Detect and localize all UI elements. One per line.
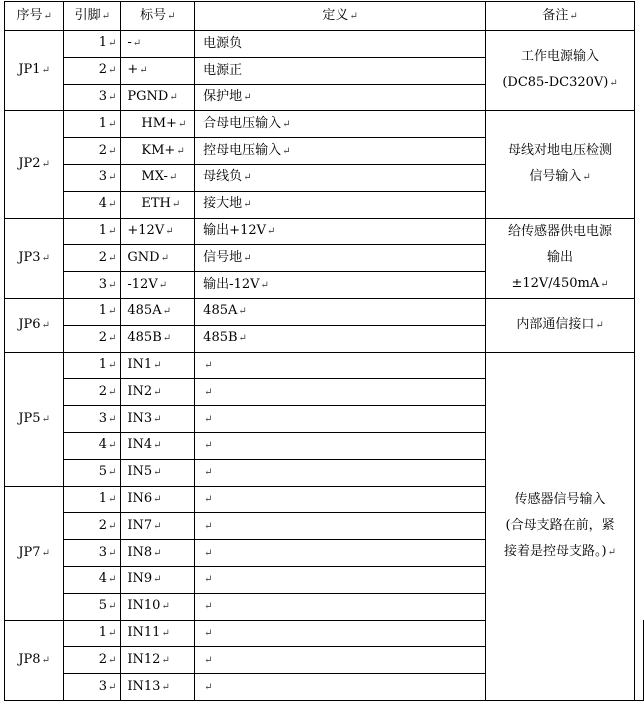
paragraph-mark: ↵: [108, 359, 117, 371]
pin-number-text: 1: [98, 356, 107, 372]
pin-label: [121, 218, 195, 245]
pin-number-text: 2: [98, 62, 107, 78]
pin-number: [64, 486, 121, 513]
paragraph-mark: ↵: [108, 91, 117, 103]
pin-number: [64, 406, 121, 433]
group-name-text: JP2: [18, 155, 41, 171]
pin-number: [64, 57, 121, 84]
group-note-line: 传感器信号输入: [514, 491, 606, 507]
pin-label-text: IN2: [127, 383, 153, 399]
paragraph-mark: ↵: [161, 627, 170, 639]
pin-number: [64, 272, 121, 299]
paragraph-mark: ↵: [204, 467, 213, 479]
pin-number-text: 2: [98, 651, 107, 667]
paragraph-mark: ↵: [161, 654, 170, 666]
pin-number-text: 3: [98, 678, 107, 694]
paragraph-mark: ↵: [243, 252, 252, 264]
paragraph-mark: ↵: [609, 78, 618, 90]
group-name: [5, 620, 64, 700]
pin-number: [64, 513, 121, 540]
pin-number: [64, 298, 121, 325]
pin-definition-text: 母线负: [203, 169, 243, 185]
paragraph-mark: ↵: [108, 279, 117, 291]
pin-label: [121, 486, 195, 513]
pin-number: [64, 31, 121, 58]
paragraph-mark: ↵: [267, 225, 276, 237]
pin-number-text: 2: [98, 249, 107, 265]
group-name-text: JP6: [18, 316, 41, 332]
paragraph-mark: ↵: [139, 65, 148, 77]
pin-label-text: +12V: [127, 222, 165, 238]
paragraph-mark: ↵: [153, 547, 162, 559]
group-name-text: JP7: [18, 544, 41, 560]
paragraph-mark: ↵: [108, 440, 117, 452]
pin-number-text: 3: [98, 410, 107, 426]
paragraph-mark: ↵: [108, 199, 117, 211]
pin-label: [121, 272, 195, 299]
paragraph-mark: ↵: [204, 627, 213, 639]
pin-number: [64, 647, 121, 674]
pin-label-text: 485A: [127, 303, 162, 319]
pin-definition: [195, 352, 486, 379]
pin-definition: [195, 164, 486, 191]
group-note-line: 给传感器供电电源: [508, 223, 613, 239]
pin-definition: [195, 379, 486, 406]
pin-label-text: IN6: [127, 490, 153, 506]
paragraph-mark: ↵: [132, 38, 142, 50]
paragraph-mark: ↵: [204, 547, 213, 559]
group-note-line: ±12V/450mA↵: [511, 275, 609, 291]
pin-number-text: 3: [98, 276, 107, 292]
group-note: [486, 31, 635, 111]
pin-number: [64, 138, 121, 165]
pin-number: [64, 218, 121, 245]
group-name-text: JP1: [18, 62, 41, 78]
pin-number: [64, 674, 121, 701]
paragraph-mark: ↵: [595, 319, 604, 331]
pin-label-text: IN11: [127, 624, 161, 640]
pin-definition: [195, 31, 486, 58]
paragraph-mark: ↵: [168, 172, 178, 184]
paragraph-mark: ↵: [161, 601, 170, 613]
paragraph-mark: ↵: [153, 493, 162, 505]
paragraph-mark: ↵: [282, 118, 291, 130]
paragraph-mark: ↵: [204, 574, 213, 586]
group-note: [486, 298, 635, 352]
paragraph-mark: ↵: [108, 574, 117, 586]
pin-number-text: 2: [98, 330, 107, 346]
paragraph-mark: ↵: [243, 172, 252, 184]
pin-label: [121, 620, 195, 647]
pin-label: [121, 379, 195, 406]
pin-label-text: IN4: [127, 437, 153, 453]
pin-label: [121, 352, 195, 379]
table-row: [5, 298, 644, 325]
pin-label-text: IN7: [127, 517, 153, 533]
paragraph-mark: ↵: [153, 359, 162, 371]
pin-number: [64, 191, 121, 218]
pin-label-text: IN1: [127, 356, 153, 372]
pin-definition: [195, 432, 486, 459]
pin-label-text: IN3: [127, 410, 153, 426]
pin-definition-text: 输出-12V: [203, 276, 260, 292]
paragraph-mark: ↵: [243, 199, 252, 211]
pin-label-text: PGND: [127, 88, 169, 104]
pin-label-text: IN9: [127, 571, 153, 587]
pin-number: [64, 379, 121, 406]
pin-number: [64, 111, 121, 138]
group-name: [5, 486, 64, 620]
header-label: 标号↵: [121, 2, 195, 31]
group-note-line: 输出: [547, 249, 574, 265]
group-note-line: (DC85-DC320V)↵: [502, 75, 618, 91]
paragraph-mark: ↵: [204, 601, 213, 613]
group-name-text: JP3: [18, 249, 41, 265]
paragraph-mark: ↵: [108, 547, 117, 559]
pin-number-text: 2: [98, 517, 107, 533]
header-note: 备注↵: [486, 2, 635, 31]
paragraph-mark: ↵: [108, 306, 117, 318]
pin-definition-text: 输出+12V: [203, 222, 266, 238]
paragraph-mark: ↵: [158, 279, 168, 291]
pin-number-text: 2: [98, 383, 107, 399]
pin-number: [64, 459, 121, 486]
pin-number-text: 1: [98, 490, 107, 506]
group-note-line: 信号输入↵: [529, 168, 591, 184]
pin-definition-text: 控母电压输入: [203, 142, 282, 158]
pin-number-text: 1: [98, 115, 107, 131]
pin-number: [64, 352, 121, 379]
paragraph-mark: ↵: [162, 333, 172, 345]
pin-definition: [195, 298, 486, 325]
paragraph-mark: ↵: [153, 440, 162, 452]
paragraph-mark: ↵: [204, 493, 213, 505]
pin-label: [121, 138, 195, 165]
paragraph-mark: ↵: [260, 279, 269, 291]
paragraph-mark: ↵: [176, 145, 185, 157]
table-row: [5, 31, 644, 58]
paragraph-mark: ↵: [41, 654, 50, 666]
pin-definition: [195, 111, 486, 138]
pin-definition: [195, 218, 486, 245]
table-body: [5, 31, 644, 701]
pin-label-text: KM+: [141, 142, 176, 158]
paragraph-mark: ↵: [108, 493, 117, 505]
paragraph-mark: ↵: [153, 520, 162, 532]
pin-label: [121, 298, 195, 325]
paragraph-mark: ↵: [41, 319, 50, 331]
paragraph-mark: ↵: [160, 252, 169, 264]
pin-number: [64, 593, 121, 620]
paragraph-mark: ↵: [153, 467, 162, 479]
paragraph-mark: ↵: [243, 91, 252, 103]
group-note-line: 接着是控母支路。)↵: [504, 543, 617, 559]
pin-label-text: +: [127, 62, 139, 78]
paragraph-mark: ↵: [169, 91, 178, 103]
pin-definition: [195, 245, 486, 272]
paragraph-mark: ↵: [108, 601, 117, 613]
pin-number-text: 1: [98, 222, 107, 238]
paragraph-mark: ↵: [177, 118, 187, 130]
pin-label: [121, 325, 195, 352]
pin-definition: [195, 674, 486, 701]
pin-definition-table: [4, 1, 644, 701]
paragraph-mark: ↵: [108, 333, 117, 345]
pin-definition: [195, 84, 486, 111]
header-pin: 引脚↵: [64, 2, 121, 31]
pin-label-text: IN13: [127, 678, 161, 694]
pin-label-text: IN10: [127, 598, 161, 614]
paragraph-mark: ↵: [41, 547, 50, 559]
pin-number-text: 4: [98, 571, 107, 587]
paragraph-mark: ↵: [600, 278, 609, 290]
table-row: [5, 218, 644, 245]
paragraph-mark: ↵: [607, 546, 617, 558]
pin-definition: [195, 593, 486, 620]
pin-number-text: 5: [98, 598, 107, 614]
pin-number: [64, 164, 121, 191]
paragraph-mark: ↵: [108, 252, 117, 264]
pin-label: [121, 111, 195, 138]
pin-label-text: HM+: [141, 115, 177, 131]
paragraph-mark: ↵: [108, 520, 117, 532]
paragraph-mark: ↵: [204, 386, 213, 398]
pin-label-text: GND: [127, 249, 160, 265]
pin-number-text: 3: [98, 544, 107, 560]
paragraph-mark: ↵: [108, 118, 117, 130]
pin-label-text: MX-: [141, 169, 168, 185]
pin-number: [64, 245, 121, 272]
paragraph-mark: ↵: [108, 38, 117, 50]
pin-number: [64, 84, 121, 111]
pin-definition: [195, 57, 486, 84]
pin-definition-text: 485A: [203, 303, 238, 319]
pin-label: [121, 191, 195, 218]
pin-definition: [195, 191, 486, 218]
paragraph-mark: ↵: [171, 199, 181, 211]
paragraph-mark: ↵: [108, 681, 117, 693]
paragraph-mark: ↵: [108, 172, 117, 184]
group-name: [5, 352, 64, 486]
group-note-empty: [635, 620, 644, 700]
paragraph-mark: ↵: [238, 333, 247, 345]
paragraph-mark: ↵: [108, 413, 117, 425]
paragraph-mark: ↵: [108, 65, 117, 77]
pin-label-text: ETH: [141, 196, 171, 212]
pin-label: [121, 31, 195, 58]
group-name: [5, 111, 64, 218]
pin-label: [121, 84, 195, 111]
paragraph-mark: ↵: [204, 681, 213, 693]
paragraph-mark: ↵: [41, 158, 50, 170]
paragraph-mark: ↵: [108, 467, 117, 479]
paragraph-mark: ↵: [41, 65, 50, 77]
pin-number-text: 1: [98, 35, 107, 51]
paragraph-mark: ↵: [204, 440, 213, 452]
paragraph-mark: ↵: [204, 520, 213, 532]
paragraph-mark: ↵: [41, 252, 50, 264]
pin-number-text: 1: [98, 624, 107, 640]
pin-label: [121, 406, 195, 433]
group-note-line: 内部通信接口↵: [516, 316, 604, 332]
group-note: [486, 352, 635, 700]
pin-definition-text: 电源负: [203, 35, 243, 51]
pin-definition: [195, 459, 486, 486]
pin-definition-text: 接大地: [203, 196, 243, 212]
pin-definition-text: 电源正: [203, 62, 243, 78]
pin-definition: [195, 406, 486, 433]
paragraph-mark: ↵: [204, 654, 213, 666]
group-name: [5, 218, 64, 298]
pin-definition: [195, 566, 486, 593]
pin-label-text: 485B: [127, 330, 162, 346]
pin-number-text: 4: [98, 196, 107, 212]
paragraph-mark: ↵: [153, 386, 162, 398]
pin-number: [64, 540, 121, 567]
pin-number-text: 1: [98, 303, 107, 319]
pin-number-text: 2: [98, 142, 107, 158]
pin-label: [121, 245, 195, 272]
group-note-line: 母线对地电压检测: [508, 142, 613, 158]
pin-definition: [195, 540, 486, 567]
pin-definition: [195, 647, 486, 674]
pin-label-text: -: [127, 35, 132, 51]
paragraph-mark: ↵: [108, 386, 117, 398]
group-name: [5, 298, 64, 352]
table-row: [5, 352, 644, 379]
group-note: [486, 218, 635, 298]
group-note: [486, 111, 635, 218]
group-name: [5, 31, 64, 111]
paragraph-mark: ↵: [204, 413, 213, 425]
pin-label: [121, 593, 195, 620]
group-name-text: JP8: [18, 651, 41, 667]
pin-number-text: 5: [98, 464, 107, 480]
pin-label: [121, 57, 195, 84]
paragraph-mark: ↵: [238, 306, 247, 318]
pin-label: [121, 566, 195, 593]
header-seq: 序号↵: [5, 2, 64, 31]
paragraph-mark: ↵: [582, 171, 591, 183]
pin-definition: [195, 486, 486, 513]
pin-definition: [195, 325, 486, 352]
pin-label-text: IN5: [127, 464, 153, 480]
group-name-text: JP5: [18, 410, 41, 426]
paragraph-mark: ↵: [108, 627, 117, 639]
pin-definition-text: 信号地: [203, 249, 243, 265]
paragraph-mark: ↵: [153, 413, 162, 425]
paragraph-mark: ↵: [165, 225, 174, 237]
pin-definition: [195, 138, 486, 165]
group-note-line: 工作电源输入: [521, 49, 600, 65]
pin-label: [121, 540, 195, 567]
pin-number: [64, 325, 121, 352]
pin-number: [64, 432, 121, 459]
pin-definition: [195, 620, 486, 647]
group-note-line: (合母支路在前，紧: [505, 517, 615, 533]
table-header-row: [5, 2, 644, 31]
pin-number: [64, 620, 121, 647]
pin-label-text: IN8: [127, 544, 153, 560]
pin-label: [121, 647, 195, 674]
pin-number-text: 3: [98, 169, 107, 185]
pin-definition: [195, 272, 486, 299]
paragraph-mark: ↵: [282, 145, 291, 157]
pin-number-text: 3: [98, 88, 107, 104]
pin-definition-text: 合母电压输入: [203, 115, 282, 131]
pin-label-text: IN12: [127, 651, 161, 667]
pin-label: [121, 513, 195, 540]
table-row: [5, 111, 644, 138]
pin-definition-text: 保护地: [203, 88, 243, 104]
header-def: 定义↵: [195, 2, 486, 31]
paragraph-mark: ↵: [153, 574, 162, 586]
paragraph-mark: ↵: [204, 359, 213, 371]
pin-definition: [195, 513, 486, 540]
pin-definition-text: 485B: [203, 330, 238, 346]
pin-label: [121, 459, 195, 486]
pin-label: [121, 674, 195, 701]
paragraph-mark: ↵: [161, 681, 170, 693]
pin-label: [121, 432, 195, 459]
pin-label-text: -12V: [127, 276, 158, 292]
paragraph-mark: ↵: [108, 145, 117, 157]
pin-label: [121, 164, 195, 191]
paragraph-mark: ↵: [41, 413, 50, 425]
pin-number-text: 4: [98, 437, 107, 453]
paragraph-mark: ↵: [108, 225, 117, 237]
paragraph-mark: ↵: [162, 306, 171, 318]
pin-number: [64, 566, 121, 593]
paragraph-mark: ↵: [108, 654, 117, 666]
